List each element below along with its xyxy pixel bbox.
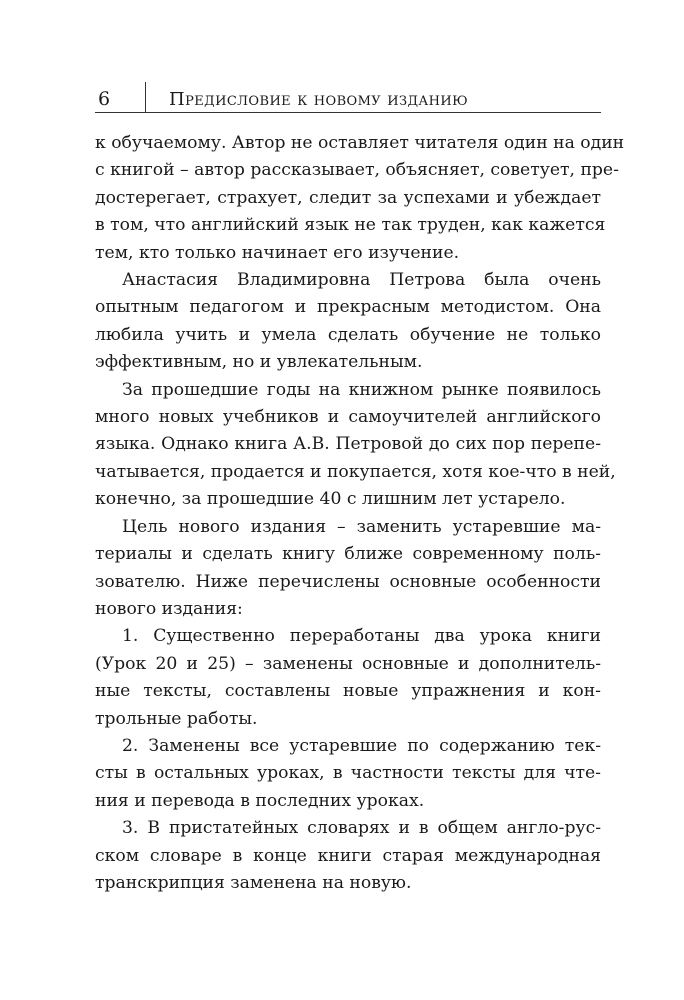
text-line: трольные работы. xyxy=(95,708,258,729)
header-rule xyxy=(95,112,601,113)
text-line: транскрипция заменена на новую. xyxy=(95,872,412,893)
text-line: 2. Заменены все устаревшие по содержанию тек- xyxy=(122,735,601,756)
list-item xyxy=(95,815,601,897)
paragraph xyxy=(95,130,625,267)
text-line: любила учить и умела сделать обучение не только xyxy=(95,324,601,345)
text-line: тем, кто только начинает его изучение. xyxy=(95,242,460,263)
text-line: зователю. Ниже перечислены основные особенности xyxy=(95,571,601,592)
text-line: 1. Существенно переработаны два урока книги xyxy=(122,626,601,647)
text-line: 3. В пристатейных словарях и в общем англо-рус- xyxy=(122,818,601,839)
text-line: к обучаемому. Автор не оставляет читателя один на один xyxy=(95,133,625,153)
running-head xyxy=(95,82,601,116)
text-line: чатывается, продается и покупается, хотя кое-что в ней, xyxy=(95,461,616,482)
list-item xyxy=(95,623,601,733)
text-line: ском словаре в конце книги старая международная xyxy=(95,845,601,866)
text-line: (Урок 20 и 25) – заменены основные и дополнитель- xyxy=(95,653,601,674)
text-line: За прошедшие годы на книжном рынке появилось xyxy=(122,379,601,400)
text-line: с книгой – автор рассказывает, объясняет, советует, пре- xyxy=(95,160,619,181)
text-line: Анастасия Владимировна Петрова была очень xyxy=(122,270,601,291)
text-line: нового издания: xyxy=(95,598,243,619)
text-line: ные тексты, составлены новые упражнения и кон- xyxy=(95,681,601,702)
text-line: опытным педагогом и прекрасным методистом. Она xyxy=(95,297,601,318)
text-line: конечно, за прошедшие 40 с лишним лет устарело. xyxy=(95,489,566,510)
list-item xyxy=(95,733,601,815)
text-line: достерегает, страхует, следит за успехами и убеждает xyxy=(95,187,601,208)
page-number: 6 xyxy=(98,88,111,110)
text-line: эффективным, но и увлекательным. xyxy=(95,352,423,373)
paragraph xyxy=(95,514,601,624)
text-line: сты в остальных уроках, в частности тексты для чте- xyxy=(95,763,601,784)
body-text xyxy=(95,130,625,897)
text-line: в том, что английский язык не так труден, как кажется xyxy=(95,215,606,236)
text-line: много новых учебников и самоучителей английского xyxy=(95,407,601,428)
text-line: ния и перевода в последних уроках. xyxy=(95,790,425,811)
running-title: Предисловие к новому изданию xyxy=(169,89,469,110)
paragraph xyxy=(95,267,601,377)
text-line: языка. Однако книга А.В. Петровой до сих пор перепе- xyxy=(95,434,601,455)
text-line: Цель нового издания – заменить устаревшие ма- xyxy=(122,516,601,537)
header-divider xyxy=(145,82,146,112)
paragraph xyxy=(95,377,616,514)
text-line: териалы и сделать книгу ближе современному поль- xyxy=(95,544,601,565)
